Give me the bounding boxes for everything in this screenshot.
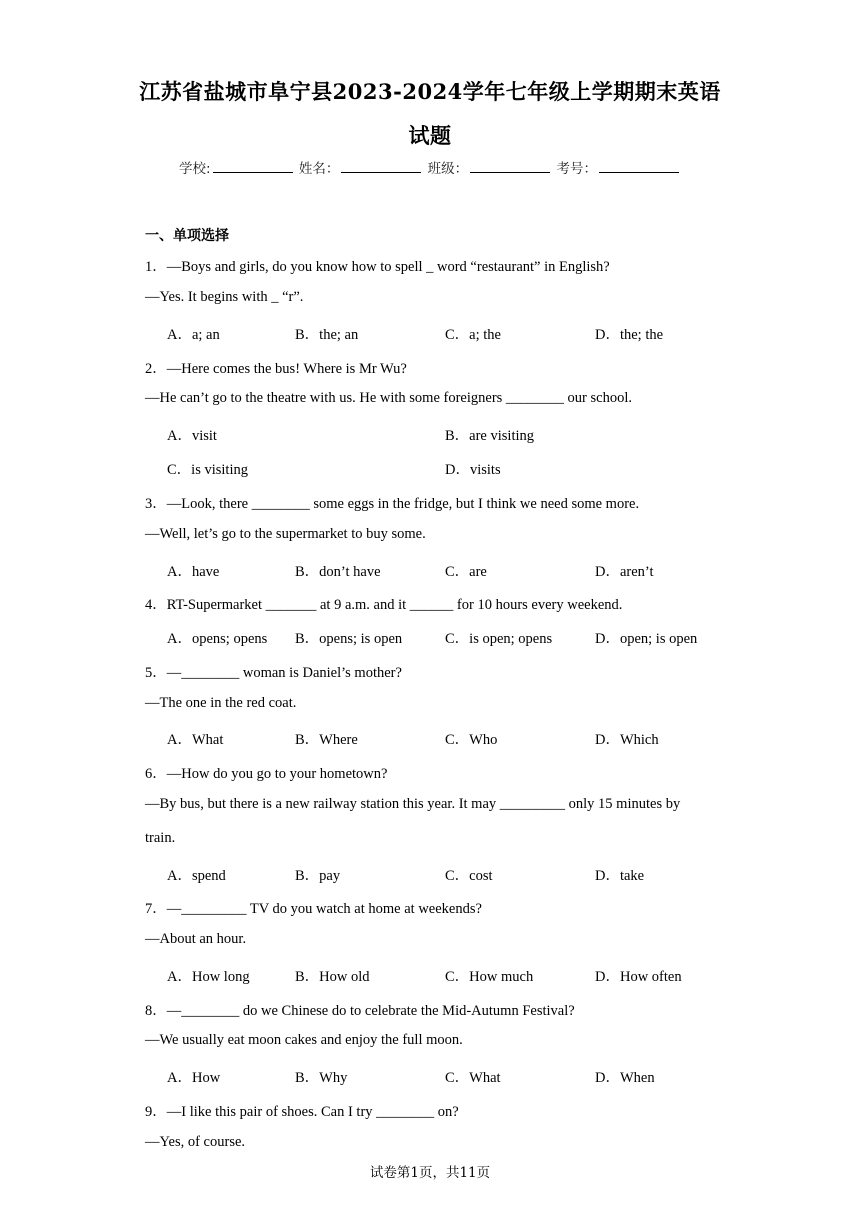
question-4-line-1: 4．RT-Supermarket _______ at 9 a.m. and it ______ for 10 hours every weekend.: [145, 597, 623, 613]
section-title: 一、单项选择: [145, 228, 229, 244]
question-4-option-c[interactable]: C．is open; opens: [445, 631, 553, 647]
school-blank[interactable]: [213, 158, 293, 173]
question-5-option-b[interactable]: B．Where: [295, 732, 358, 748]
question-4-option-d[interactable]: D．open; is open: [595, 631, 698, 647]
exam-number-label: 考号：: [556, 161, 597, 177]
question-7-line-2: —About an hour.: [145, 931, 247, 947]
question-7-option-c[interactable]: C．How much: [445, 969, 534, 985]
question-7-option-b[interactable]: B．How old: [295, 969, 370, 985]
exam-title-line-2: 试题: [408, 123, 452, 148]
question-6-option-b[interactable]: B．pay: [295, 868, 341, 884]
question-8-option-b[interactable]: B．Why: [295, 1070, 348, 1086]
question-3-option-a[interactable]: A．have: [167, 564, 220, 580]
question-6-option-c[interactable]: C．cost: [445, 868, 493, 884]
question-4-option-b[interactable]: B．opens; is open: [295, 631, 403, 647]
question-4-option-a[interactable]: A．opens; opens: [167, 631, 268, 647]
question-6-option-a[interactable]: A．spend: [167, 868, 226, 884]
exam-number-blank[interactable]: [599, 158, 679, 173]
question-3-option-c[interactable]: C．are: [445, 564, 487, 580]
class-blank[interactable]: [470, 158, 550, 173]
question-1-line-2: —Yes. It begins with _ “r”.: [145, 289, 304, 305]
exam-title-line-1: 江苏省盐城市阜宁县2023-2024学年七年级上学期期末英语: [139, 79, 721, 104]
question-2-line-1: 2．—Here comes the bus! Where is Mr Wu?: [145, 361, 407, 377]
question-1-line-1: 1．—Boys and girls, do you know how to spell _ word “restaurant” in English?: [145, 259, 610, 275]
question-8-option-c[interactable]: C．What: [445, 1070, 501, 1086]
question-6-option-d[interactable]: D．take: [595, 868, 645, 884]
question-2-option-b[interactable]: B．are visiting: [445, 428, 535, 444]
question-5-option-c[interactable]: C．Who: [445, 732, 498, 748]
name-blank[interactable]: [341, 158, 421, 173]
question-5-line-2: —The one in the red coat.: [145, 695, 297, 711]
question-8-option-d[interactable]: D．When: [595, 1070, 655, 1086]
question-8-option-a[interactable]: A．How: [167, 1070, 221, 1086]
question-7-option-a[interactable]: A．How long: [167, 969, 250, 985]
question-7-option-d[interactable]: D．How often: [595, 969, 682, 985]
page-footer: 试卷第1页，共11页: [369, 1165, 491, 1181]
question-1-option-d[interactable]: D．the; the: [595, 327, 664, 343]
question-3-line-2: —Well, let’s go to the supermarket to buy some.: [145, 526, 426, 542]
question-5-line-1: 5．—________ woman is Daniel’s mother?: [145, 665, 402, 681]
question-6-line-2: —By bus, but there is a new railway station this year. It may _________ only 15 minutes by: [145, 796, 681, 812]
question-9-line-2: —Yes, of course.: [145, 1134, 246, 1150]
class-label: 班级：: [427, 161, 469, 177]
question-6-line-1: 6．—How do you go to your hometown?: [145, 766, 388, 782]
question-7-line-1: 7．—_________ TV do you watch at home at weekends?: [145, 901, 482, 917]
question-6-line-3: train.: [145, 830, 176, 846]
question-3-line-1: 3．—Look, there ________ some eggs in the fridge, but I think we need some more.: [145, 496, 640, 512]
school-label: 学校:: [179, 161, 211, 177]
question-2-option-c[interactable]: C．is visiting: [167, 462, 248, 478]
question-8-line-2: —We usually eat moon cakes and enjoy the full moon.: [145, 1032, 463, 1048]
question-1-option-b[interactable]: B．the; an: [295, 327, 359, 343]
student-info-row: [0, 157, 860, 177]
question-2-option-a[interactable]: A．visit: [167, 428, 217, 444]
question-1-option-c[interactable]: C．a; the: [445, 327, 501, 343]
question-3-option-b[interactable]: B．don’t have: [295, 564, 381, 580]
name-label: 姓名：: [298, 161, 340, 177]
question-5-option-a[interactable]: A．What: [167, 732, 224, 748]
question-8-line-1: 8．—________ do we Chinese do to celebrate the Mid-Autumn Festival?: [145, 1003, 575, 1019]
question-2-option-d[interactable]: D．visits: [445, 462, 501, 478]
question-9-line-1: 9．—I like this pair of shoes. Can I try ________ on?: [145, 1104, 459, 1120]
question-5-option-d[interactable]: D．Which: [595, 732, 659, 748]
question-2-line-2: —He can’t go to the theatre with us. He with some foreigners ________ our school.: [145, 390, 632, 406]
question-1-option-a[interactable]: A．a; an: [167, 327, 220, 343]
question-3-option-d[interactable]: D．aren’t: [595, 564, 654, 580]
